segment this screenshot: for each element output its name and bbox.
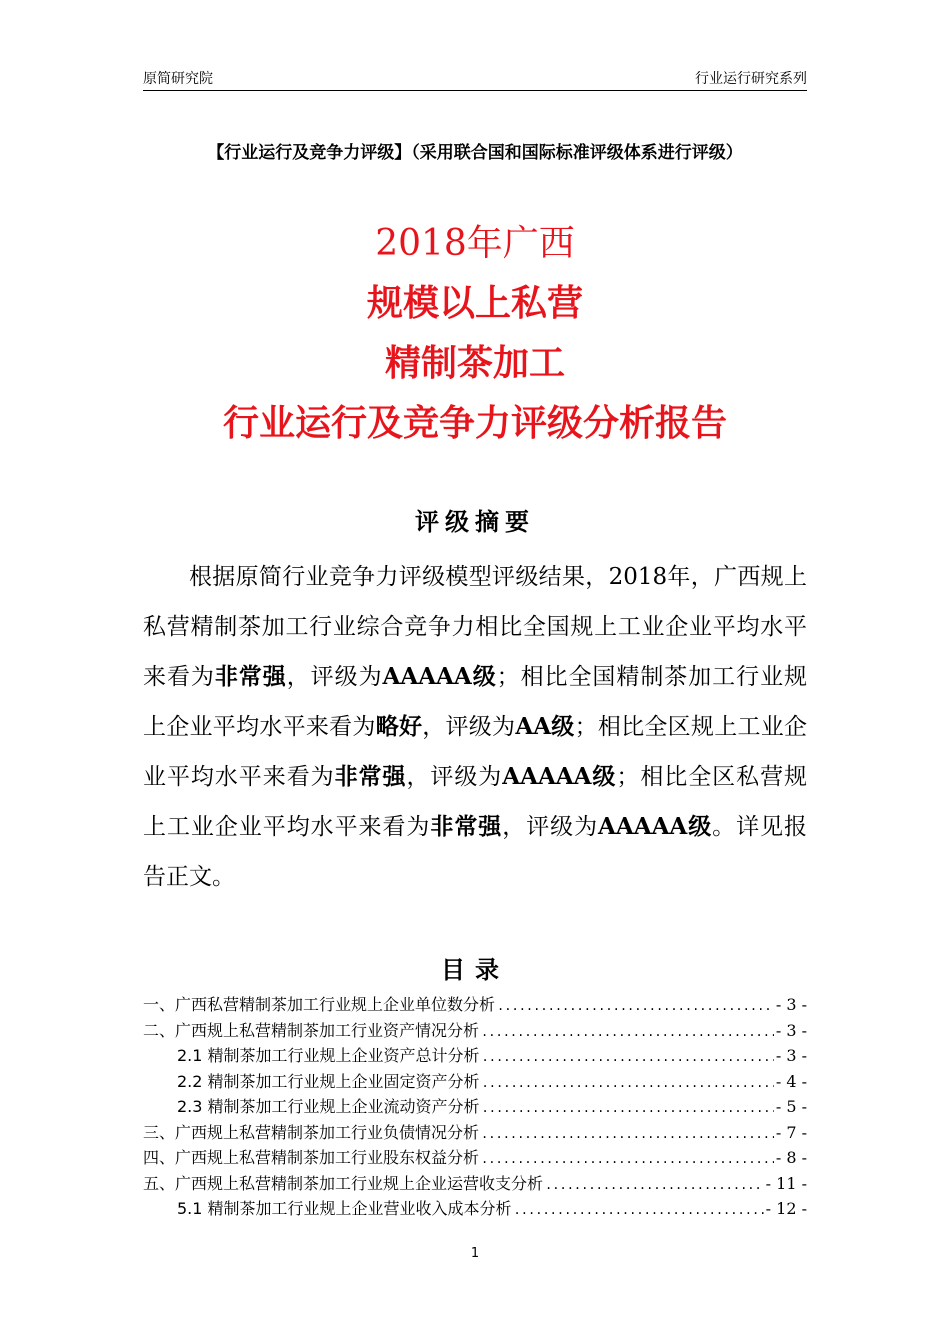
toc-entry-page: - 7 -	[775, 1122, 807, 1142]
toc-entry-label: 2.2 精制茶加工行业规上企业固定资产分析	[177, 1071, 480, 1091]
summary-emphasis: AAAAA级	[598, 813, 713, 840]
toc-leader-dots	[482, 1096, 774, 1122]
toc-entry-label: 2.3 精制茶加工行业规上企业流动资产分析	[177, 1097, 480, 1116]
title-line-4: 行业运行及竞争力评级分析报告	[222, 403, 727, 444]
toc-leader-dots	[545, 1173, 764, 1199]
report-title	[0, 214, 950, 454]
toc-entry[interactable]	[143, 1120, 807, 1146]
toc-leader-dots	[514, 1198, 764, 1224]
toc-entry[interactable]	[143, 992, 807, 1018]
title-line-1: 2018年广西	[375, 223, 575, 264]
summary-text	[143, 552, 807, 902]
header-org: 原简研究院	[143, 71, 213, 87]
toc-leader-dots	[497, 994, 774, 1020]
summary-segment: ；相比全区规上工业企业平均水平来看为	[143, 714, 808, 790]
summary-heading: 评级摘要	[415, 508, 535, 536]
summary-emphasis: AAAAA级	[382, 663, 497, 690]
summary-emphasis: 非常强	[430, 813, 503, 840]
summary-paragraph	[143, 552, 807, 902]
toc-entry-page: - 5 -	[775, 1097, 807, 1116]
title-line-3: 精制茶加工	[384, 343, 565, 384]
toc-leader-dots	[482, 1045, 774, 1071]
summary-emphasis: AAAAA级	[502, 763, 617, 790]
subtitle-note: （采用联合国和国际标准评级体系进行评级）	[411, 143, 743, 163]
toc-entry-page: - 3 -	[775, 1020, 807, 1040]
table-of-contents	[143, 992, 807, 1222]
page-number: 1	[470, 1246, 480, 1261]
toc-leader-dots	[481, 1122, 774, 1148]
summary-emphasis: 非常强	[214, 663, 287, 690]
toc-entry[interactable]	[143, 1094, 807, 1120]
toc-entry[interactable]	[143, 1018, 807, 1044]
toc-entry[interactable]	[143, 1043, 807, 1069]
page-header	[143, 66, 807, 91]
toc-entry[interactable]	[143, 1145, 807, 1171]
toc-entry[interactable]	[143, 1196, 807, 1222]
toc-leader-dots	[482, 1071, 774, 1097]
summary-segment: ，评级为	[286, 664, 383, 690]
toc-leader-dots	[481, 1147, 774, 1173]
toc-entry-label: 一、广西私营精制茶加工行业规上企业单位数分析	[143, 995, 496, 1014]
toc-entry-label: 二、广西规上私营精制茶加工行业资产情况分析	[143, 1020, 480, 1040]
toc-entry-page: - 12 -	[765, 1199, 807, 1218]
summary-segment: 根据原简行业竞争力评级模型评级结果，2018年，广西规上私营精制茶加工行业综合竞争力相比全国规上工业企业平均水平来看为	[143, 564, 807, 690]
summary-segment: ，评级为	[406, 764, 503, 790]
header-series: 行业运行研究系列	[695, 71, 807, 87]
toc-entry-page: - 3 -	[775, 995, 807, 1014]
toc-entry-label: 2.1 精制茶加工行业规上企业资产总计分析	[177, 1046, 480, 1065]
toc-entry-page: - 3 -	[775, 1046, 807, 1065]
toc-entry[interactable]	[143, 1069, 807, 1095]
summary-segment: ，评级为	[502, 814, 599, 840]
subtitle-bracket: 【行业运行及竞争力评级】	[207, 143, 412, 163]
summary-emphasis: 略好	[375, 713, 423, 740]
summary-segment: 。详见报告正文。	[143, 814, 808, 890]
title-line-2: 规模以上私营	[366, 283, 583, 324]
toc-heading: 目录	[441, 956, 509, 984]
summary-segment: ；相比全国精制茶加工行业规上企业平均水平来看为	[143, 664, 808, 740]
toc-entry-label: 5.1 精制茶加工行业规上企业营业收入成本分析	[177, 1199, 512, 1218]
toc-entry-label: 四、广西规上私营精制茶加工行业股东权益分析	[143, 1148, 480, 1167]
summary-emphasis: 非常强	[334, 763, 407, 790]
summary-segment: ；相比全区私营规上工业企业平均水平来看为	[143, 764, 808, 840]
toc-entry-page: - 4 -	[775, 1071, 807, 1091]
toc-entry-page: - 8 -	[775, 1148, 807, 1167]
toc-entry[interactable]	[143, 1171, 807, 1197]
toc-entry-label: 三、广西规上私营精制茶加工行业负债情况分析	[143, 1122, 480, 1142]
toc-entry-label: 五、广西规上私营精制茶加工行业规上企业运营收支分析	[143, 1173, 544, 1193]
summary-segment: ，评级为	[422, 714, 516, 740]
report-subtitle	[0, 138, 950, 163]
toc-entry-page: - 11 -	[765, 1173, 807, 1193]
toc-leader-dots	[481, 1020, 774, 1046]
summary-emphasis: AA级	[515, 713, 575, 740]
